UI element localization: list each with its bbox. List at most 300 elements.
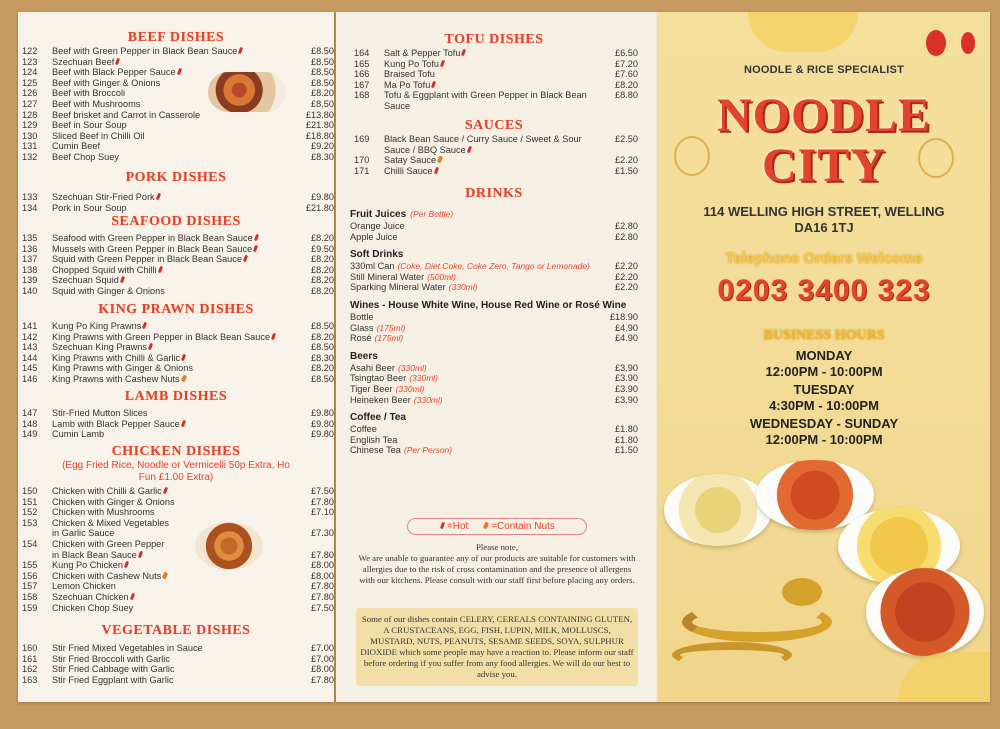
item-number: 144	[22, 352, 38, 363]
item-price: £9.80	[311, 408, 334, 418]
item-name-text: Chicken with Cashew Nuts	[52, 570, 162, 581]
item-number: 161	[22, 653, 38, 664]
item-name-text: Szechuan Beef	[52, 56, 115, 67]
item-name	[52, 275, 296, 286]
menu-item	[18, 571, 334, 582]
drink-note: (175ml)	[374, 333, 404, 344]
drink-item	[350, 445, 638, 456]
item-price: £8.20	[311, 275, 334, 286]
drink-price: £18.90	[609, 311, 638, 322]
item-name-text: Lamb with Black Pepper Sauce	[52, 418, 180, 429]
item-name-text: Beef with Black Pepper Sauce	[52, 67, 176, 78]
item-name	[52, 78, 296, 89]
section-title-sauces: SAUCES	[464, 118, 524, 133]
item-name	[52, 120, 296, 131]
menu-item	[18, 332, 334, 343]
item-name	[52, 286, 296, 297]
menu-item	[350, 134, 638, 155]
drink-name	[350, 323, 600, 334]
drink-item	[350, 363, 638, 374]
nut-icon	[437, 156, 444, 164]
menu-item	[18, 321, 334, 332]
item-number: 142	[22, 331, 38, 342]
item-price: £8.00	[311, 560, 334, 571]
item-name	[52, 654, 296, 665]
item-number: 169	[354, 134, 370, 144]
item-name	[52, 518, 172, 539]
item-name	[52, 332, 296, 343]
item-price: £8.20	[311, 264, 334, 275]
drink-item	[350, 323, 638, 334]
notice-body: We are unable to guarantee any of our products are suitable for customers with allergies due to the risk of cross contamination and the presence of allergens with our kitchens. Please consult with our staff first before placing any orders.	[358, 553, 636, 585]
drinks-heading-text: Beers	[350, 350, 378, 362]
item-number: 160	[22, 643, 38, 653]
item-price: £8.80	[615, 90, 638, 101]
item-price: £7.80	[311, 496, 334, 507]
menu-item	[18, 99, 334, 110]
item-price: £8.20	[311, 233, 334, 243]
item-number: 171	[354, 165, 370, 176]
chili-icon	[130, 593, 135, 601]
item-number: 122	[22, 46, 38, 56]
item-price: £8.50	[311, 321, 334, 331]
item-name-text: Satay Sauce	[384, 155, 437, 166]
pork-list	[18, 192, 334, 213]
menu-item	[18, 643, 334, 654]
item-price: £7.30	[311, 528, 334, 539]
item-number: 140	[22, 285, 38, 296]
menu-item	[18, 581, 334, 592]
drink-name-text: Sparking Mineral Water	[350, 282, 446, 293]
item-price: £13.80	[305, 109, 334, 120]
item-price: £7.50	[311, 602, 334, 613]
menu-item	[18, 374, 334, 385]
drink-price: £3.90	[615, 383, 638, 394]
menu-item	[18, 486, 334, 497]
menu-item	[18, 592, 334, 603]
item-name	[52, 408, 296, 419]
item-price: £8.20	[311, 331, 334, 342]
food-photo-rice	[664, 474, 772, 546]
drink-name-text: 330ml Can	[350, 261, 395, 272]
drink-name	[350, 232, 600, 243]
menu-item	[18, 152, 334, 163]
chili-icon	[271, 332, 276, 340]
menu-item	[18, 675, 334, 686]
item-name	[384, 134, 600, 155]
item-number: 136	[22, 243, 38, 254]
menu-item	[18, 497, 334, 508]
drink-item	[350, 261, 638, 272]
drink-name	[350, 333, 600, 344]
item-price: £1.50	[615, 165, 638, 176]
item-name-text: Szechuan King Prawns	[52, 342, 147, 353]
item-number: 124	[22, 67, 38, 78]
drink-note: (330ml)	[397, 362, 427, 373]
item-number: 126	[22, 88, 38, 99]
item-name-text: Squid with Ginger & Onions	[52, 285, 165, 296]
drink-note: (500ml)	[427, 271, 457, 282]
item-name-text: Kung Po Tofu	[384, 58, 439, 69]
hours-days: TUESDAY	[793, 382, 855, 397]
item-name-text: Chicken with Green Pepper in Black Bean Sauce	[52, 538, 165, 560]
item-name	[52, 131, 296, 142]
menu-item	[18, 120, 334, 131]
drink-item	[350, 373, 638, 384]
item-name-text: Beef Chop Suey	[52, 151, 119, 162]
item-price: £8.30	[311, 352, 334, 363]
address-line1: 114 WELLING HIGH STREET, WELLING	[703, 204, 945, 219]
chicken-subtitle: (Egg Fried Rice, Noodle or Vermicelli 50p Extra, Ho Fun £1.00 Extra)	[62, 460, 290, 483]
item-price: £8.00	[311, 570, 334, 581]
chili-icon	[431, 80, 436, 88]
item-name-text: Cumin Beef	[52, 141, 101, 152]
drinks-heading-note: (Per Bottle)	[410, 209, 454, 219]
drinks-heading-text: Fruit Juices	[350, 209, 407, 220]
item-name	[52, 497, 296, 508]
brand-line2: CITY	[761, 139, 887, 192]
item-number: 155	[22, 560, 38, 571]
item-name	[52, 88, 296, 99]
legend-nuts: =Contain Nuts	[491, 521, 555, 532]
item-name	[384, 166, 600, 177]
chili-icon	[440, 59, 445, 67]
drink-name-text: Orange Juice	[350, 221, 405, 231]
item-name	[52, 321, 296, 332]
item-price: £8.50	[311, 77, 334, 88]
item-number: 147	[22, 408, 38, 418]
item-name-text: Squid with Green Pepper in Black Bean Sauce	[52, 254, 242, 265]
menu-item	[18, 603, 334, 614]
drink-note: (330ml)	[413, 394, 443, 405]
item-name-text: Seafood with Green Pepper in Black Bean Sauce	[52, 233, 253, 243]
menu-item	[18, 88, 334, 99]
item-name	[52, 110, 296, 121]
item-price: £7.80	[311, 591, 334, 602]
chili-icon	[461, 49, 466, 57]
drinks-group-heading	[350, 411, 638, 424]
item-price: £7.00	[311, 653, 334, 664]
item-number: 154	[22, 538, 38, 549]
brand-line1: NOODLE	[716, 89, 932, 142]
drink-item	[350, 424, 638, 435]
drinks-list	[350, 208, 638, 456]
menu-item	[18, 539, 334, 560]
section-title-tofu: TOFU DISHES	[444, 32, 544, 47]
item-name	[52, 244, 296, 255]
drink-name-text: English Tea	[350, 434, 398, 445]
item-name	[52, 233, 296, 244]
seafood-list	[18, 233, 334, 297]
drinks-heading-text: Coffee / Tea	[350, 412, 406, 424]
item-name	[52, 57, 296, 68]
item-name-text: Mussels with Green Pepper in Black Bean Sauce	[52, 243, 253, 254]
menu-item	[18, 192, 334, 203]
beef-list	[18, 46, 334, 163]
chili-icon	[138, 550, 143, 558]
item-price: £9.80	[311, 192, 334, 202]
item-price: £8.50	[311, 67, 334, 78]
item-number: 130	[22, 130, 38, 141]
item-name-text: Beef with Mushrooms	[52, 98, 141, 109]
item-price: £7.60	[615, 69, 638, 80]
item-name	[52, 374, 296, 385]
menu-item	[18, 507, 334, 518]
item-price: £9.80	[311, 418, 334, 429]
drink-name	[350, 395, 600, 406]
menu-item	[18, 67, 334, 78]
prawn-list	[18, 321, 334, 385]
item-number: 133	[22, 192, 38, 202]
drink-note: (175ml)	[376, 322, 406, 333]
item-name-text: Beef with Ginger & Onions	[52, 77, 161, 88]
item-name	[52, 419, 296, 430]
menu-item	[18, 254, 334, 265]
item-number: 123	[22, 56, 38, 67]
drink-name-text: Chinese Tea	[350, 445, 401, 456]
drink-price: £2.80	[615, 221, 638, 231]
chili-icon	[156, 193, 161, 201]
drink-name	[350, 373, 600, 384]
section-title-prawn: KING PRAWN DISHES	[98, 302, 254, 317]
drink-name-text: Apple Juice	[350, 231, 398, 242]
menu-item	[18, 429, 334, 440]
drinks-group-heading	[350, 208, 638, 221]
drink-price: £2.80	[615, 231, 638, 242]
item-name	[52, 363, 296, 374]
item-name	[52, 507, 296, 518]
chili-icon	[163, 487, 168, 495]
item-number: 159	[22, 602, 38, 613]
item-name	[52, 46, 296, 57]
decorative-sun	[898, 652, 990, 702]
item-name-text: Beef brisket and Carrot in Casserole	[52, 109, 201, 120]
lantern-icon	[926, 30, 946, 56]
menu-item	[18, 408, 334, 419]
item-name	[52, 486, 296, 497]
drink-name	[350, 435, 600, 446]
drink-name-text: Tiger Beer	[350, 383, 393, 394]
menu-item	[350, 59, 638, 70]
menu-item	[18, 233, 334, 244]
menu-item	[18, 363, 334, 374]
item-number: 134	[22, 202, 38, 213]
menu-item	[18, 654, 334, 665]
menu-panel-middle	[336, 12, 658, 702]
item-name-text: King Prawns with Ginger & Onions	[52, 363, 193, 374]
chili-icon	[181, 419, 186, 427]
item-name-text: Salt & Pepper Tofu	[384, 48, 461, 58]
item-name-text: Szechuan Stir-Fried Pork	[52, 192, 155, 202]
drink-name	[350, 384, 600, 395]
item-name-text: Cumin Lamb	[52, 429, 105, 440]
drinks-group-heading	[350, 248, 638, 261]
drink-item	[350, 395, 638, 406]
drink-price: £3.90	[615, 394, 638, 405]
item-name-text: Black Bean Sauce / Curry Sauce / Sweet & Sour Sauce / BBQ Sauce	[384, 134, 582, 155]
item-name	[52, 254, 296, 265]
item-name-text: Beef with Broccoli	[52, 88, 126, 99]
drink-price: £1.50	[615, 445, 638, 456]
item-number: 143	[22, 342, 38, 353]
item-name	[52, 265, 296, 276]
item-price: £9.20	[311, 141, 334, 152]
menu-item	[18, 203, 334, 214]
chili-icon	[142, 322, 147, 330]
veg-list	[18, 643, 334, 685]
drink-name-text: Bottle	[350, 311, 374, 322]
drink-name-text: Rosé	[350, 333, 372, 344]
item-number: 148	[22, 418, 38, 429]
hours-title: BUSINESS HOURS	[763, 328, 885, 343]
section-title-seafood: SEAFOOD DISHES	[111, 214, 241, 229]
chili-icon	[148, 343, 153, 351]
drink-name	[350, 312, 600, 323]
item-name	[384, 80, 600, 91]
tofu-list	[350, 48, 638, 112]
food-photo-shredded-beef	[866, 568, 984, 656]
menu-item	[18, 57, 334, 68]
item-price: £8.20	[311, 254, 334, 265]
sauces-list	[350, 134, 638, 176]
chili-icon	[120, 276, 125, 284]
item-price: £8.20	[615, 79, 638, 90]
hours-time: 4:30PM - 10:00PM	[769, 397, 879, 413]
item-name	[384, 59, 600, 70]
menu-item	[18, 353, 334, 364]
item-number: 141	[22, 321, 38, 331]
item-price: £21.80	[305, 120, 334, 131]
menu-item	[18, 131, 334, 142]
menu-item	[350, 155, 638, 166]
item-name	[384, 69, 600, 80]
hours-list	[658, 348, 990, 447]
item-name	[384, 48, 600, 59]
hours-days: WEDNESDAY - SUNDAY	[749, 416, 899, 431]
item-name	[52, 203, 296, 214]
item-price: £9.80	[311, 429, 334, 440]
chili-icon	[254, 234, 259, 242]
hours-time: 12:00PM - 10:00PM	[765, 363, 883, 379]
item-name-text: Ma Po Tofu	[384, 79, 431, 90]
nut-icon	[483, 521, 490, 529]
drink-item	[350, 221, 638, 232]
drink-name	[350, 221, 600, 232]
item-price: £8.20	[311, 363, 334, 374]
item-number: 129	[22, 120, 38, 131]
section-title-lamb: LAMB DISHES	[124, 389, 228, 404]
chili-icon	[440, 522, 445, 530]
drink-name	[350, 282, 600, 293]
chili-icon	[176, 68, 181, 76]
drink-price: £2.20	[615, 271, 638, 282]
item-price: £6.50	[615, 48, 638, 58]
item-name	[52, 592, 296, 603]
item-name-text: Stir-Fried Mutton Slices	[52, 408, 148, 418]
hours-time: 12:00PM - 10:00PM	[765, 431, 883, 447]
drink-note: (330ml)	[448, 282, 478, 293]
section-title-pork: PORK DISHES	[125, 170, 227, 185]
item-name-text: Chilli Sauce	[384, 165, 433, 176]
item-number: 139	[22, 275, 38, 286]
item-name-text: Chicken with Ginger & Onions	[52, 496, 175, 507]
item-name	[52, 643, 296, 654]
item-number: 150	[22, 486, 38, 496]
drink-item	[350, 282, 638, 293]
item-number: 166	[354, 69, 370, 80]
menu-item	[18, 419, 334, 430]
item-name-text: Braised Tofu	[384, 69, 435, 80]
item-number: 146	[22, 373, 38, 384]
menu-item	[18, 265, 334, 276]
item-price: £2.20	[615, 155, 638, 166]
drink-name	[350, 261, 600, 272]
menu-item	[18, 110, 334, 121]
section-title-veg: VEGETABLE DISHES	[101, 623, 251, 638]
drink-name	[350, 363, 600, 374]
item-name-text: Lemon Chicken	[52, 581, 116, 592]
item-name-text: Sliced Beef in Chilli Oil	[52, 130, 145, 141]
menu-item	[18, 78, 334, 89]
address-line2: DA16 1TJ	[794, 220, 854, 235]
item-name-text: Chicken Chop Suey	[52, 602, 134, 613]
item-number: 164	[354, 48, 370, 58]
item-number: 162	[22, 664, 38, 675]
menu-item	[350, 90, 638, 111]
drink-price: £3.90	[615, 373, 638, 384]
drink-name-text: Coffee	[350, 424, 377, 435]
item-name	[52, 429, 296, 440]
menu-item	[350, 166, 638, 177]
drink-note: (Coke, Diet Coke, Coke Zero, Tango or Lemonade)	[397, 261, 590, 272]
item-price: £8.50	[311, 342, 334, 353]
item-name	[52, 99, 296, 110]
menu-item	[18, 244, 334, 255]
item-number: 156	[22, 570, 38, 581]
drinks-group-heading	[350, 299, 638, 312]
item-number: 125	[22, 77, 38, 88]
item-name	[52, 342, 296, 353]
drinks-heading-text: Wines - House White Wine, House Red Wine or Rosé Wine	[350, 299, 627, 311]
item-name	[384, 155, 600, 166]
notice-lead: Please note,	[475, 542, 519, 552]
drink-item	[350, 333, 638, 344]
item-number: 131	[22, 141, 38, 152]
item-price: £8.20	[311, 88, 334, 99]
item-price: £8.30	[311, 151, 334, 162]
item-number: 127	[22, 98, 38, 109]
item-name-text: Beef in Sour Soup	[52, 120, 127, 131]
drink-price: £1.80	[615, 434, 638, 445]
drink-name-text: Glass	[350, 322, 374, 333]
item-name-text: Pork in Sour Soup	[52, 202, 127, 213]
item-number: 168	[354, 90, 370, 101]
menu-item	[350, 80, 638, 91]
item-name-text: Stir Fried Eggplant with Garlic	[52, 674, 174, 685]
drink-name-text: Still Mineral Water	[350, 271, 425, 282]
item-price: £7.80	[311, 549, 334, 560]
drink-note: (330ml)	[395, 383, 425, 394]
chili-icon	[243, 255, 248, 263]
item-name	[52, 571, 296, 582]
item-number: 151	[22, 496, 38, 507]
item-name-text: King Prawns with Chilli & Garlic	[52, 352, 181, 363]
item-number: 132	[22, 151, 38, 162]
item-name-text: Chicken & Mixed Vegetables in Garlic Sauce	[52, 517, 169, 539]
drink-item	[350, 312, 638, 323]
chili-icon	[115, 57, 120, 65]
item-number: 158	[22, 591, 38, 602]
